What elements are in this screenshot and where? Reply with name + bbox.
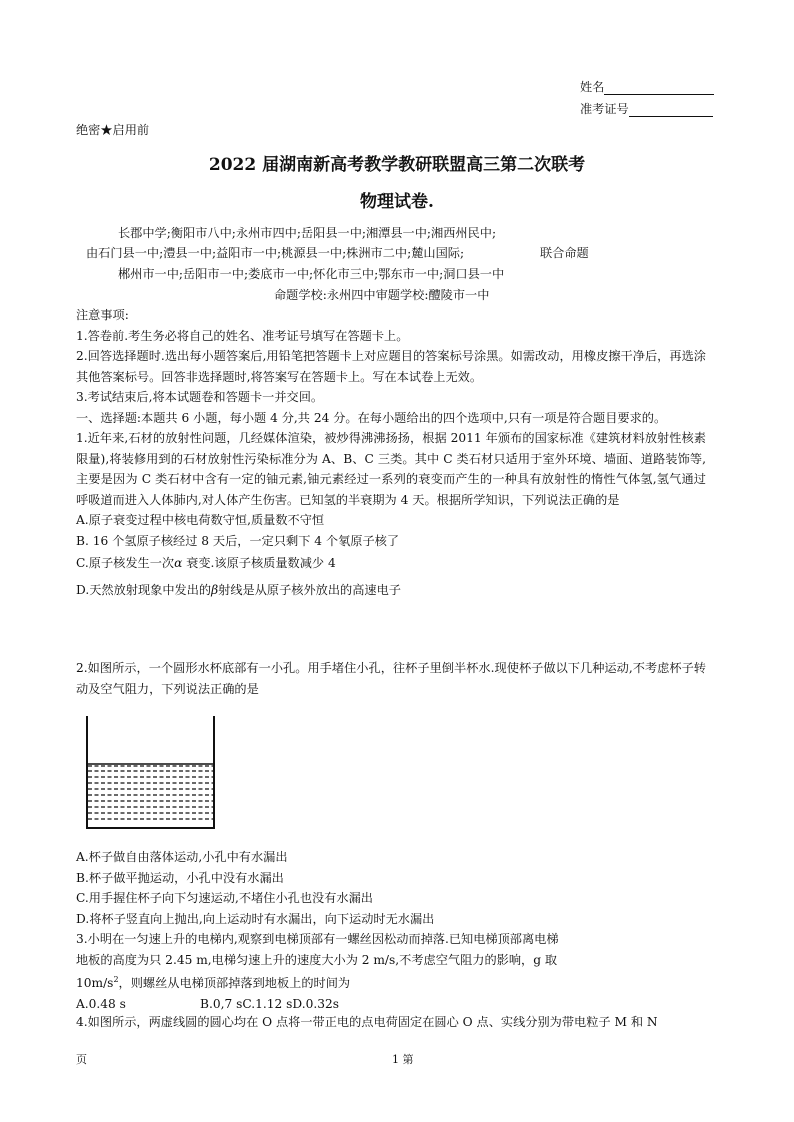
q1-option-c-pre: C.原子核发生一次 bbox=[76, 556, 175, 570]
q3-line-2: 地板的高度为只 2.45 m,电梯匀速上升的速度大小为 2 m/s,不考虑空气阻力的影响，g 取 bbox=[76, 952, 558, 967]
notes-heading: 注意事项: bbox=[76, 308, 129, 322]
name-field bbox=[580, 79, 714, 95]
schools-line-1: 长郡中学;衡阳市八中;永州市四中;岳阳县一中;湘潭县一中;湘西州民中; bbox=[118, 226, 497, 240]
section-1-intro: 一、选择题:本题共 6 小题，每小题 4 分,共 24 分。在每小题给出的四个选项中,只有一项是符合题目要求的。 bbox=[76, 410, 667, 425]
q2-block bbox=[76, 658, 706, 699]
q1-option-d-post: 射线是从原子核外放出的高速电子 bbox=[218, 582, 401, 597]
q1-option-c-post: 衰变.该原子核质量数减少 4 bbox=[182, 556, 336, 570]
q1-stem: 1.近年来,石材的放射性问题，几经媒体渲染，被炒得沸沸扬扬，根据 2011 年颁布的国家标准《建筑材料放射性核素限量),将装修用到的石材放射性污染标准分为 A、B、C 三类。其中 C 类石材只适用于室外环境、墙面、道路装饰等,主要是因为 C 类石材中含有一定的铀元素,铀元素经过一系列的衰变而产生的一种具有放射性的惰性气体氢,氢气通过呼吸道而进入人体肺内,对人体产生伤害。已知氢的半衰期为 4 天。根据所学知识，下列说法正确的是 bbox=[76, 431, 706, 507]
q3-g-exponent: 2 bbox=[113, 975, 119, 984]
q1-option-a: A.原子衰变过程中核电荷数守恒,质量数不守恒 bbox=[76, 513, 325, 527]
note-2: 2.回答选择题时.选出每小题答案后,用铅笔把答题卡上对应题目的答案标号涂黑。如需改动，用橡皮擦干净后，再选涂其他答案标号。回答非选择题时,将答案写在答题卡上。写在本试卷上无效。 bbox=[76, 349, 706, 384]
note-1: 1.答卷前.考生务必将自己的姓名、准考证号填写在答题卡上。 bbox=[76, 328, 409, 343]
name-blank bbox=[604, 82, 714, 95]
q3-option-a: A.0.48 s bbox=[76, 996, 126, 1011]
q3-line-3-text: ，则螺丝从电梯顶部掉落到地板上的时间为 bbox=[118, 976, 351, 990]
schools-line-2: 由石门县一中;澧县一中;益阳市一中;桃源县一中;株洲市二中;麓山国际; bbox=[86, 246, 465, 260]
q2-stem: 2.如图所示，一个圆形水杯底部有一小孔。用手堵住小孔，往杯子里倒半杯水.现使杯子做以下几种运动,不考虑杯子转动及空气阻力，下列说法正确的是 bbox=[76, 661, 706, 696]
page-number: 1 第 bbox=[392, 1053, 414, 1066]
q2-option-a: A.杯子做自由落体运动,小孔中有水漏出 bbox=[76, 850, 288, 864]
water-lines bbox=[88, 766, 213, 819]
q3-options bbox=[76, 994, 706, 1015]
schools-joint-label: 联合命题 bbox=[540, 246, 589, 260]
q3-line-3 bbox=[76, 970, 706, 994]
exam-id-blank bbox=[629, 104, 713, 117]
subject-title: 物理试卷. bbox=[360, 192, 434, 212]
q1-option-b: B. 16 个氢原子核经过 8 天后，一定只剩下 4 个氡原子核了 bbox=[76, 533, 400, 548]
note-3: 3.考试结束后,将本试题卷和答题卡一并交回。 bbox=[76, 390, 324, 404]
q2-option-c: C.用手握住杯子向下匀速运动,不堵住小孔也没有水漏出 bbox=[76, 891, 373, 905]
main-text-block bbox=[76, 305, 706, 600]
exam-id-field bbox=[580, 101, 713, 117]
q3-g-value: 10m/s bbox=[76, 976, 114, 990]
q3-line-1: 3.小明在一匀速上升的电梯内,观察到电梯顶部有一螺丝因松动而掉落.已知电梯顶部离电梯 bbox=[76, 932, 559, 946]
secret-mark: 绝密★启用前 bbox=[76, 123, 150, 137]
q2-option-b: B.杯子做平抛运动，小孔中没有水漏出 bbox=[76, 870, 284, 885]
beta-symbol: β bbox=[211, 582, 219, 597]
q1-option-d-pre: D.天然放射现象中发出的 bbox=[76, 582, 212, 597]
q1-option-d bbox=[76, 580, 706, 601]
q3-block bbox=[76, 929, 706, 1014]
cup-figure bbox=[84, 716, 218, 830]
name-label: 姓名 bbox=[580, 80, 605, 94]
q1-option-c bbox=[76, 553, 706, 574]
exam-id-label: 准考证号 bbox=[580, 102, 629, 116]
schools-line-3: 郴州市一中;岳阳市一中;娄底市一中;怀化市三中;鄂东市一中;洞口县一中 bbox=[118, 267, 505, 281]
q2-options bbox=[76, 847, 706, 929]
exam-title: 2022 届湖南新高考教学教研联盟高三第二次联考 bbox=[208, 155, 586, 175]
schools-line-4: 命题学校:永州四中审题学校:醴陵市一中 bbox=[274, 288, 490, 302]
q3-options-rest: B.0,7 sC.1.12 sD.0.32s bbox=[200, 996, 339, 1011]
cup-outline bbox=[87, 716, 214, 828]
footer-left: 页 bbox=[76, 1053, 87, 1066]
q2-option-d: D.将杯子竖直向上抛出,向上运动时有水漏出，向下运动时无水漏出 bbox=[76, 911, 435, 926]
q4-line-1: 4.如图所示，两虚线圆的圆心均在 O 点将一带正电的点电荷固定在圆心 O 点、实线分别为带电粒子 M 和 N bbox=[76, 1015, 658, 1029]
alpha-symbol: α bbox=[174, 556, 183, 570]
